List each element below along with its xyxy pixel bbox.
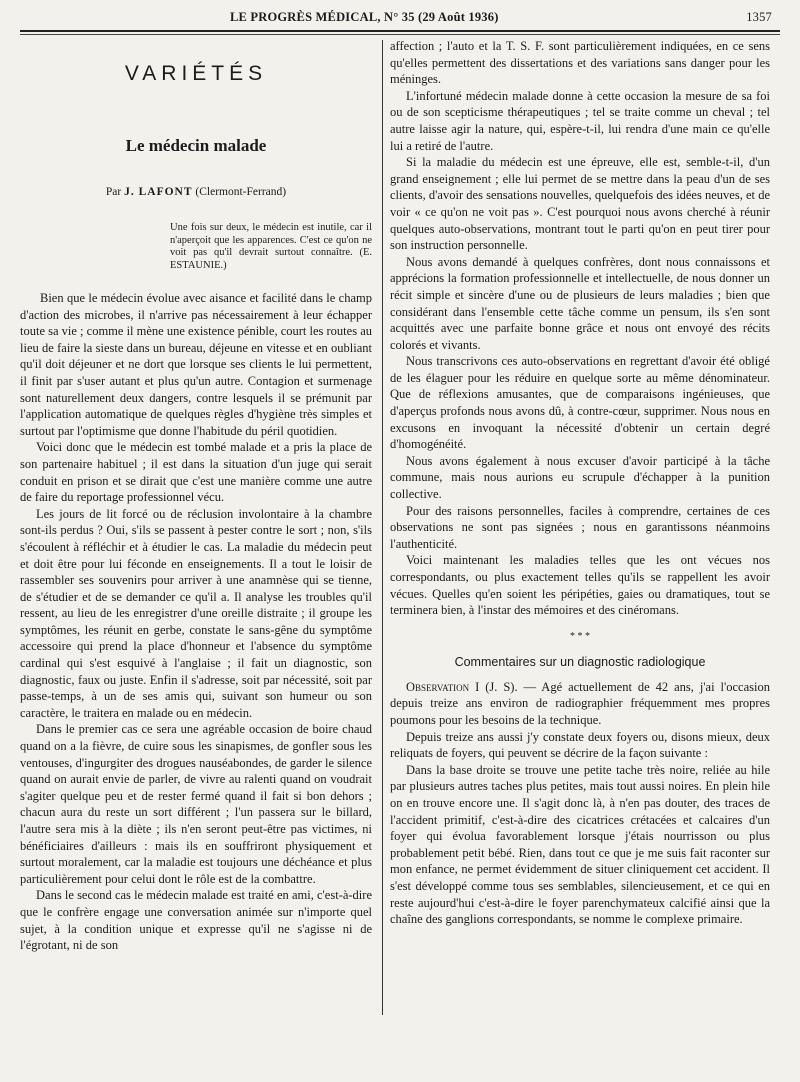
section-separator: * * * bbox=[570, 630, 590, 642]
observation-label: Observation I (J. S). bbox=[406, 679, 518, 694]
epigraph: Une fois sur deux, le médecin est inutile, car il n'aperçoit que les apparences. C'est ce qu'on ne voit pas qu'il devrait surtout connaître. (E. ESTAUNIE.) bbox=[170, 222, 372, 271]
paragraph: Nous avons également à nous excuser d'avoir participé à la tâche commune, mais nous aurions eu scrupule d'échapper à la punition collective. bbox=[390, 453, 770, 502]
header-rule-thin bbox=[20, 34, 780, 35]
paragraph: Dans la base droite se trouve une petite tache très noire, reliée au hile par plusieurs autres taches plus petites, mais tout aussi noires. En plein hile on en trouve encore une. Il s'agit donc là, à n'en pas douter, des traces de l'accident primitif, c'est-à-dire des cicatrices crétacées et calcaires d'un foyer qui évolua favorablement lorsque j'étais nourrisson ou plus probablement petit bébé. Rien, dans tout ce que je me suis fait raconter sur mon enfance, ne permet évidemment de situer cliniquement cet accident. Il s'est développé comme tous ses semblables, silencieusement, et ce qui en reste aujourd'hui c'est-à-dire le foyer parenchymateux calcifié ainsi que la chaîne des ganglions correspondants, se nomme le complexe primaire. bbox=[390, 762, 770, 927]
byline-prefix: Par bbox=[105, 186, 122, 198]
running-head bbox=[20, 10, 780, 32]
right-column bbox=[390, 38, 770, 928]
journal-title: LE PROGRÈS MÉDICAL, N° 35 (29 Août 1936) bbox=[230, 10, 499, 24]
header-rule bbox=[20, 30, 780, 32]
section-title: VARIÉTÉS bbox=[124, 62, 268, 85]
left-body bbox=[20, 290, 372, 954]
paragraph: Dans le second cas le médecin malade est traité en ami, c'est-à-dire que le confrère engage une conversation animée sur n'importe quel sujet, à la condition unique et expresse qu'il ne s'agisse ni de l'égrotant, ni de son bbox=[20, 888, 372, 953]
subsection-title: Commentaires sur un diagnostic radiologique bbox=[454, 654, 706, 669]
author-affiliation: (Clermont-Ferrand) bbox=[195, 186, 287, 198]
paragraph: Voici maintenant les maladies telles que les ont vécues nos correspondants, ou plus exactement telles qu'ils se rappellent les avoir vécues. Quelles qu'en soient les péripéties, gaies ou dramatiques, tout se terminera bien, à l'instar des mémoires et des cinéromans. bbox=[390, 553, 770, 618]
byline bbox=[20, 186, 372, 198]
observation-text: — Agé actuellement de 42 ans, j'ai l'occasion depuis treize ans environ de radiographier fréquemment mes propres poumons pour les besoins de la technique. bbox=[390, 679, 770, 727]
left-column bbox=[20, 38, 372, 954]
paragraph: Dans le premier cas ce sera une agréable occasion de boire chaud quand on a la fièvre, de cuire sous les sinapismes, de gonfler sous les ventouses, d'ingurgiter des drogues nauséabondes, de garder le silence quand on aurait envie de parler, de vivre au ralenti quand on voudrait s'agiter quelque peu et de rester fermé quand il fait si bon dehors ; chacun aura du reste un sort différent ; l'un passera sur le billard, l'autre sera mis à la diète ; ils n'en seront peut-être pas victimes, ni bénéficiaires d'ailleurs : mais ils en souffriront physiquement et surtout moralement, car la maladie est toujours une déchéance et plus particulièrement pour celui dont le rôle est de la combattre. bbox=[20, 722, 372, 886]
right-body-top bbox=[390, 38, 770, 619]
paragraph: affection ; l'auto et la T. S. F. sont particulièrement indiquées, en ce sens qu'elles permettent des dissertations et des variations sans danger pour les méninges. bbox=[390, 39, 770, 87]
paragraph: Depuis treize ans aussi j'y constate deux foyers ou, disons mieux, deux reliquats de foyers, qui peuvent se décrire de la façon suivante : bbox=[390, 729, 770, 761]
paragraph: L'infortuné médecin malade donne à cette occasion la mesure de sa foi ou de son scepticisme thérapeutiques ; tel se traite comme un cheval ; tel autre laisse agir la nature, qui, espère-t-il, lui rendra d'une main ce qu'elle lui a retiré de l'autre. bbox=[390, 88, 770, 153]
paragraph: Nous transcrivons ces auto-observations en regrettant d'avoir été obligé de les élaguer pour les réduire en quelque sorte au même dénominateur. Que de réflexions amusantes, que de comparaisons ingénieuses, que d'aperçus profonds nous avons dû, à contre-cœur, supprimer. Nous nous en excusons en invoquant la nécessité d'obtenir un certain degré d'homogénéité. bbox=[390, 354, 770, 452]
paragraph: Les jours de lit forcé ou de réclusion involontaire à la chambre sont-ils perdus ? Oui, s'ils se passent à pester contre le sort ; non, s'ils s'écoulent à réfléchir et à étudier le cas. La maladie du médecin peut et doit être pour lui féconde en enseignements. Il a tout le loisir de rassembler ses souvenirs pour arriver à une anamnèse qui se tienne, de s'étudier et de se demander ce qu'il a. Il analyse les troubles qu'il ressent, au lieu de les enregistrer d'une oreille distraite ; il groupe les symptômes, les réunit en gerbe, constate le sans-gêne du symptôme accessoire qui prend la place d'honneur et l'absence du symptôme cardinal qui s'est esquivé à l'anglaise ; il fait un diagnostic, son diagnostic, faux ou juste. Enfin il s'adresse, soit par nécessité, soit par passe-temps, à un de ses amis qui, suivant son humeur ou son caractère, le traitera en malade ou en médecin. bbox=[20, 506, 372, 720]
right-body-bottom bbox=[390, 679, 770, 928]
paragraph: Nous avons demandé à quelques confrères, dont nous connaissons et apprécions la formation professionnelle et intellectuelle, de nous donner un récit simple et sincère d'une ou de plusieurs de leurs maladies ; bien que considérant dans l'ensemble cette tâche comme un pensum, ils s'en sont acquittés avec une parfaite bonne grâce et nous ont envoyé des récits colorés et vivants. bbox=[390, 254, 770, 352]
paragraph: Voici donc que le médecin est tombé malade et a pris la place de son partenaire habituel ; il est dans la situation d'un juge qui serait conduit en prison et se dirait que c'est une manière comme une autre de faire du reportage professionnel vécu. bbox=[20, 440, 372, 505]
paragraph: Pour des raisons personnelles, faciles à comprendre, certaines de ces observations ne sont pas signées ; nous en garantissons néanmoins l'authenticité. bbox=[390, 503, 770, 551]
author-name: J. LAFONT bbox=[124, 186, 193, 198]
page-number: 1357 bbox=[746, 10, 772, 24]
paragraph: Si la maladie du médecin est une épreuve, elle est, semble-t-il, d'un grand enseignement ; elle lui permet de se mettre dans la peau d'un de ses clients, d'avoir des sensations nouvelles, quelquefois des idées neuves, et de voir « ce qu'on ne voit pas ». C'est pourquoi nous avons cherché à réunir quelques auto-observations, montrant tout le parti qu'on en peut tirer pour son instruction personnelle. bbox=[390, 155, 770, 253]
observation-paragraph bbox=[390, 679, 770, 729]
article-title: Le médecin malade bbox=[125, 136, 267, 155]
column-divider bbox=[382, 40, 383, 1015]
paragraph: Bien que le médecin évolue avec aisance et facilité dans le champ d'action des microbes, il n'arrive pas nécessairement à leur échapper toute sa vie ; comme il mène une existence pénible, court les routes au lieu de faire la sieste dans un bureau, déjeune en vitesse et en oubliant qu'il doit déjeuner et ne dort que lorsque ses clients le lui permettent, il finit par s'user autant et plus qu'un autre. Contagion et surmenage sont naturellement deux dangers, contre lesquels il se prémunit par l'application automatique de quelques règles d'hygiène très simples et surtout par l'optimisme que donne l'habitude du péril quotidien. bbox=[20, 291, 372, 438]
